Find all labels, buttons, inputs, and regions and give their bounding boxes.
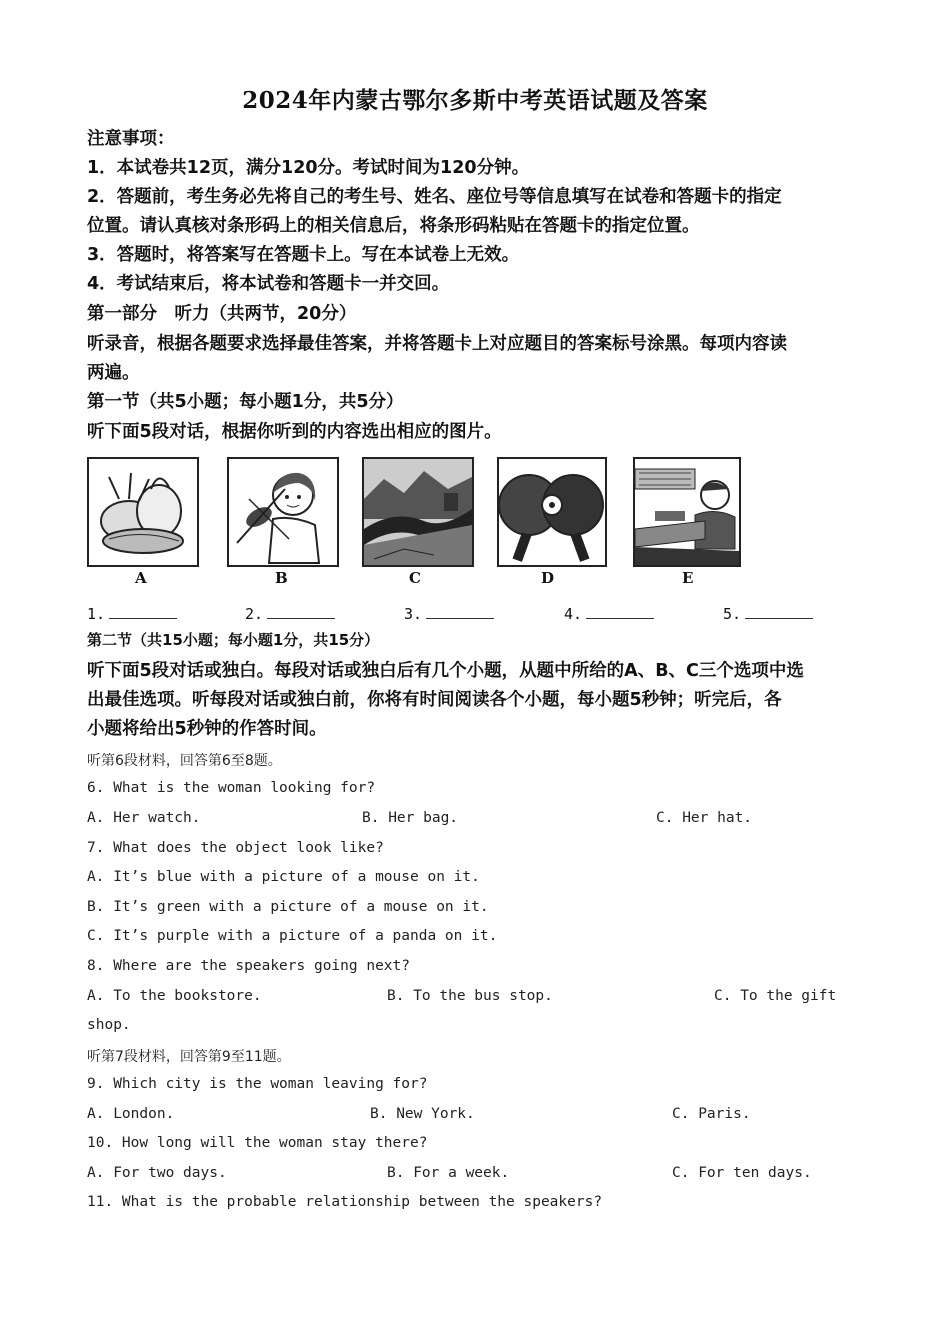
violin-girl-icon (229, 459, 337, 565)
q8-option-b: B. To the bus stop. (387, 988, 553, 1004)
notice-item-2: 2．答题前，考生务必先将自己的考生号、姓名、座位号等信息填写在试卷和答题卡的指定 (87, 187, 782, 207)
q6-option-a: A. Her watch. (87, 810, 201, 826)
picture-c (362, 457, 474, 567)
question-10: 10. How long will the woman stay there? (87, 1135, 428, 1151)
q9-option-b: B. New York. (370, 1106, 475, 1122)
question-7: 7. What does the object look like? (87, 840, 384, 856)
picture-e (633, 457, 741, 567)
picture-c-label: C (409, 569, 421, 587)
material-7-note: 听第7段材料，回答第9至11题。 (87, 1049, 291, 1065)
answer-blank-2[interactable]: 2. (245, 604, 335, 623)
notice-heading: 注意事项： (87, 129, 175, 149)
question-11: 11. What is the probable relationship between the speakers? (87, 1194, 603, 1210)
q6-option-c: C. Her hat. (656, 810, 753, 826)
q10-option-c: C. For ten days. (672, 1165, 812, 1181)
answer-blank-4[interactable]: 4. (564, 604, 654, 623)
question-6: 6. What is the woman looking for? (87, 780, 376, 796)
section2-heading: 第二节（共15小题；每小题1分，共15分） (87, 631, 380, 649)
q9-option-c: C. Paris. (672, 1106, 751, 1122)
q9-option-a: A. London. (87, 1106, 175, 1122)
q6-option-b: B. Her bag. (362, 810, 459, 826)
section2-instruction-1: 听下面5段对话或独白。每段对话或独白后有几个小题，从题中所给的A、B、C三个选项中选 (87, 661, 804, 681)
q10-option-b: B. For a week. (387, 1165, 510, 1181)
answer-blank-1[interactable]: 1. (87, 604, 177, 623)
cooking-boy-icon (635, 459, 739, 565)
question-8: 8. Where are the speakers going next? (87, 958, 411, 974)
picture-b (227, 457, 339, 567)
question-9: 9. Which city is the woman leaving for? (87, 1076, 428, 1092)
answer-blank-5[interactable]: 5. (723, 604, 813, 623)
section1-instruction: 听下面5段对话，根据你听到的内容选出相应的图片。 (87, 422, 502, 442)
picture-d (497, 457, 607, 567)
great-wall-icon (364, 459, 472, 565)
q7-option-b: B. It’s green with a picture of a mouse on it. (87, 899, 489, 915)
part1-instruction-1: 听录音，根据各题要求选择最佳答案，并将答题卡上对应题目的答案标号涂黑。每项内容读 (87, 334, 787, 354)
picture-d-label: D (541, 569, 555, 587)
section2-instruction-3: 小题将给出5秒钟的作答时间。 (87, 719, 327, 739)
notice-item-4: 4．考试结束后，将本试卷和答题卡一并交回。 (87, 274, 450, 294)
vegetables-icon (89, 459, 197, 565)
notice-item-2-cont: 位置。请认真核对条形码上的相关信息后，将条形码粘贴在答题卡的指定位置。 (87, 216, 700, 236)
q10-option-a: A. For two days. (87, 1165, 227, 1181)
picture-a (87, 457, 199, 567)
notice-item-1: 1．本试卷共12页，满分120分。考试时间为120分钟。 (87, 158, 530, 178)
q7-option-c: C. It’s purple with a picture of a panda on it. (87, 928, 498, 944)
section2-instruction-2: 出最佳选项。听每段对话或独白前，你将有时间阅读各个小题，每小题5秒钟；听完后，各 (87, 690, 782, 710)
material-6-note: 听第6段材料，回答第6至8题。 (87, 753, 282, 769)
q8-option-a: A. To the bookstore. (87, 988, 262, 1004)
page-title: 2024年内蒙古鄂尔多斯中考英语试题及答案 (242, 87, 708, 114)
q8-option-c-cont: shop. (87, 1017, 131, 1033)
q7-option-a: A. It’s blue with a picture of a mouse on it. (87, 869, 480, 885)
part1-heading: 第一部分 听力（共两节，20分） (87, 304, 357, 324)
ping-pong-icon (499, 459, 605, 565)
answer-blank-3[interactable]: 3. (404, 604, 494, 623)
picture-b-label: B (275, 569, 288, 587)
part1-instruction-2: 两遍。 (87, 363, 140, 383)
q8-option-c: C. To the gift (714, 988, 837, 1004)
section1-heading: 第一节（共5小题；每小题1分，共5分） (87, 392, 404, 412)
picture-e-label: E (682, 569, 694, 587)
notice-item-3: 3．答题时，将答案写在答题卡上。写在本试卷上无效。 (87, 245, 520, 265)
picture-a-label: A (135, 569, 147, 587)
